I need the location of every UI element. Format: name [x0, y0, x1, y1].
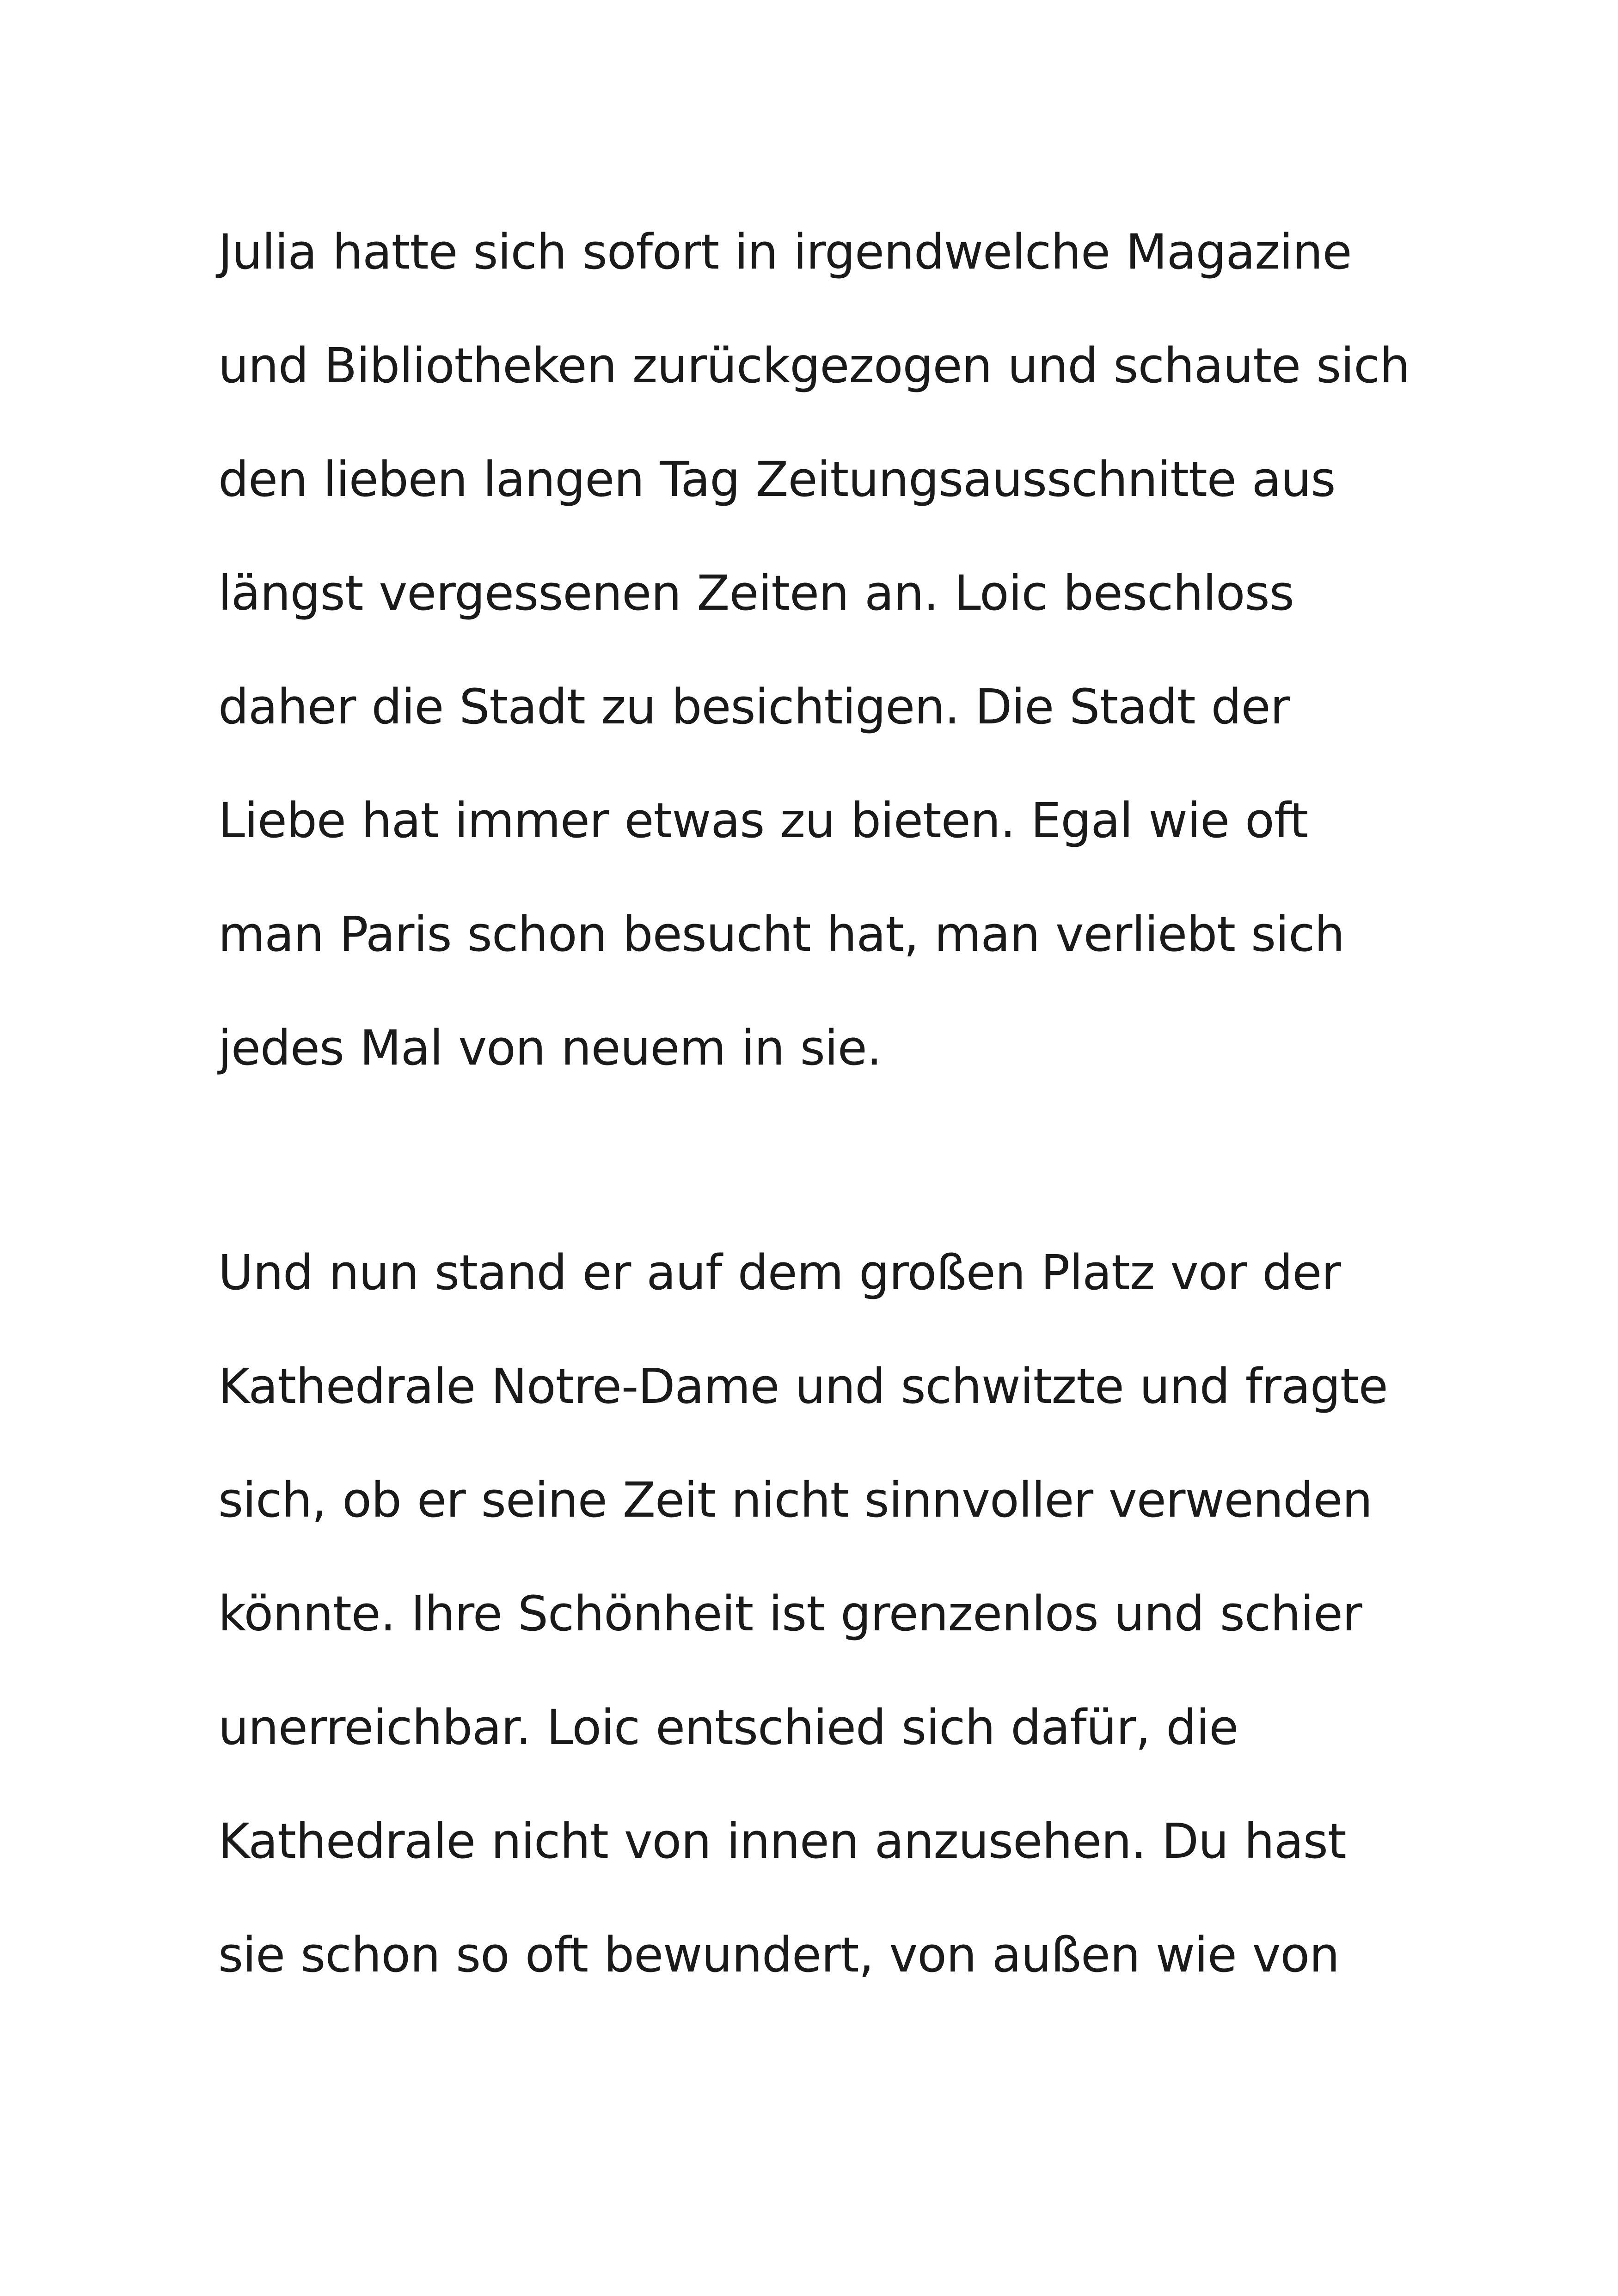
text-line: den lieben langen Tag Zeitungsausschnitte aus — [218, 451, 1336, 508]
text-line: längst vergessenen Zeiten an. Loic beschloss — [218, 565, 1294, 621]
text-line: könnte. Ihre Schönheit ist grenzenlos und schier — [218, 1586, 1362, 1642]
text-line: sich, ob er seine Zeit nicht sinnvoller verwenden — [218, 1472, 1373, 1528]
text-line: Kathedrale Notre-Dame und schwitzte und fragte — [218, 1358, 1388, 1414]
text-line: Und nun stand er auf dem großen Platz vor der — [218, 1244, 1341, 1301]
text-line: Julia hatte sich sofort in irgendwelche Magazine — [218, 224, 1352, 280]
paragraph-1 — [218, 195, 1466, 1105]
text-line: daher die Stadt zu besichtigen. Die Stadt der — [218, 679, 1290, 735]
text-line: Liebe hat immer etwas zu bieten. Egal wie oft — [218, 792, 1308, 849]
text-line: unerreichbar. Loic entschied sich dafür, die — [218, 1699, 1238, 1756]
text-line: sie schon so oft bewundert, von außen wie von — [218, 1927, 1340, 1983]
text-line: man Paris schon besucht hat, man verliebt sich — [218, 906, 1345, 962]
text-line: jedes Mal von neuem in sie. — [218, 1020, 882, 1076]
text-line: Kathedrale nicht von innen anzusehen. Du hast — [218, 1813, 1346, 1869]
paragraph-2 — [218, 1216, 1466, 2012]
text-line: und Bibliotheken zurückgezogen und schaute sich — [218, 337, 1410, 394]
